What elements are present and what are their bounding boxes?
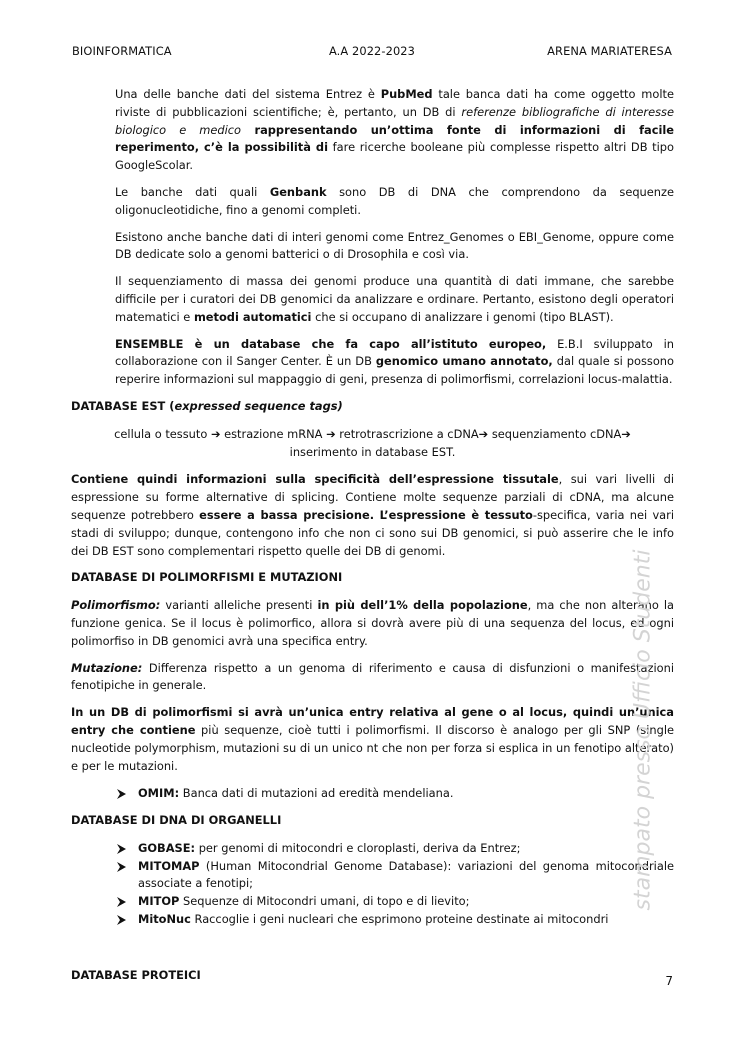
arrowhead-bullet-icon [116,858,128,876]
right-arrow-icon: ➔ [326,426,336,441]
text: più sequenze, cioè tutti i polimorfismi. Il discorso è analogo per gli SNP (single nucleotide polymorphism, mutazioni su di un unico nt che non per forza si esplica in un fenotipo alterato) e per le mutazioni. [71,722,675,773]
arrowhead-bullet-icon [116,911,128,929]
text: per genomi di mitocondri e cloroplasti, deriva da Entrez; [195,840,521,855]
text: (Human Mitocondrial Genome Database): variazioni del genoma mitocondriale associate a fenotipi; [138,858,674,891]
header-course: BIOINFORMATICA [72,44,172,58]
text: E.B.I sviluppato in collaborazione con il Sanger Center. È un DB [115,336,674,369]
text: Raccoglie i geni nucleari che esprimono proteine destinate ai mitocondri [190,912,609,927]
flow-step: estrazione mRNA [220,426,327,441]
heading-organelle-db: DATABASE DI DNA DI ORGANELLI [71,813,282,828]
est-workflow [71,426,674,462]
bold-text: In un DB di polimorfismi si avrà un’unica entry relativa al gene o al locus, quindi un’unica entry che contiene [71,705,674,737]
text: tale banca dati ha come oggetto molte riviste di pubblicazioni scientifiche; è, pertanto, un DB di [115,87,674,119]
term-mitop: MITOP [138,894,180,909]
paragraph-polymorphism-db [71,704,674,775]
arrowhead-bullet-icon [116,893,128,911]
heading-protein-db: DATABASE PROTEICI [71,967,201,982]
document-body [71,86,674,985]
bold-text: rappresentando un’ottima fonte di informazioni di facile reperimento, c’è la possibilità di [115,122,675,155]
term-polymorphism: Polimorfismo: [71,598,161,613]
arrowhead-bullet-icon [116,785,128,803]
list-item [138,858,674,894]
list-item [138,893,674,911]
header-author: ARENA MARIATERESA [547,44,672,58]
bold-text: genomico umano annotato, [375,354,553,369]
text: Le banche dati quali [115,184,270,199]
term-automatic-methods: metodi automatici [193,309,312,324]
term-genbank: Genbank [269,184,327,199]
text: dal quale si possono reperire informazioni sul mappaggio di geni, presenza di polimorfismi, correlazioni locus-malattia. [115,354,674,387]
term-mutation: Mutazione: [71,660,143,675]
right-arrow-icon: ➔ [478,426,489,441]
term-gobase: GOBASE: [138,840,196,855]
text: che si occupano di analizzare i genomi (tipo BLAST). [311,309,614,324]
list-item [138,840,674,858]
term-ensemble: ENSEMBLE è un database che fa capo all’istituto europeo, [115,336,547,351]
list-item [138,911,674,929]
paragraph-mutation [71,660,674,696]
flow-step: inserimento in database EST. [289,444,456,459]
arrowhead-bullet-icon [116,840,128,858]
term-mitomap: MITOMAP [138,858,200,873]
text: sono DB di DNA che comprendono da sequenze oligonucleotidiche, fino a genomi completi. [115,184,674,217]
text: , ma che non alterano la funzione genica. Se il locus è polimorfico, allora si dovrà avere più di una sequenza del locus, ed ogni polimorfiso in DB genomici avrà una specifica entry. [71,598,674,648]
bold-text: in più dell’1% della popolazione [317,598,528,613]
text: , sui vari livelli di espressione su forme alternative di splicing. Contiene molte sequenze parziali di cDNA, ma alcune sequenze potrebbero [71,472,674,522]
paragraph-est-content [71,471,674,560]
paragraph-sequencing [71,273,674,326]
header-academic-year: A.A 2022-2023 [328,44,415,58]
paragraph-polymorphism [71,597,674,650]
list-item [138,785,674,803]
text: -specifica, varia nei vari stadi di sviluppo; dunque, contengono info che non ci sono sui DB genomici, si può asserire che le info dei DB EST sono complementari rispetto quelle dei DB di genomi. [71,507,675,558]
term-mitonuc: MitoNuc [138,912,191,927]
flow-step: sequenziamento cDNA [488,426,622,441]
heading-database-est [71,398,674,416]
heading-text: DATABASE EST ( [71,398,175,413]
paragraph-pubmed [71,86,674,175]
paragraph-genbank [71,184,674,220]
watermark-text: stampato presso Ufficio Studenti [630,549,656,911]
heading-polymorphisms: DATABASE DI POLIMORFISMI E MUTAZIONI [71,570,343,585]
text: Il sequenziamento di massa dei genomi produce una quantità di dati immane, che sarebbe difficile per i curatori dei DB genomici da analizzare e ordinare. Pertanto, esistono degli operatori matematici e [115,274,674,324]
paragraph-ensemble [71,336,674,389]
omim-list [71,785,674,803]
text: Sequenze di Mitocondri umani, di topo e di lievito; [179,894,470,909]
page-number: 7 [665,974,673,988]
right-arrow-icon: ➔ [621,426,631,441]
heading-italic: expressed sequence tags) [174,398,343,413]
text: Esistono anche banche dati di interi genomi come Entrez_Genomes o EBI_Genome, oppure come DB dedicate solo a genomi batterici o di Drosophila e così via. [115,229,674,262]
flow-step: retrotrascrizione a cDNA [335,426,479,441]
term-pubmed: PubMed [380,87,433,101]
bold-text: essere a bassa precisione. L’espressione è tessuto [199,507,533,522]
text: varianti alleliche presenti [160,598,318,613]
organelle-db-list [71,840,674,929]
text: Banca dati di mutazioni ad eredità mendeliana. [179,786,454,801]
text: Differenza rispetto a un genoma di riferimento e causa di disfunzioni o manifestazioni fenotipiche in generale. [71,660,674,693]
emphasis: referenze bibliografiche di interesse biologico e medico [115,104,674,137]
right-arrow-icon: ➔ [210,426,221,441]
bold-text: Contiene quindi informazioni sulla specificità dell’espressione tissutale [71,472,559,487]
term-omim: OMIM: [138,786,180,801]
page-header [72,44,672,60]
flow-step: cellula o tessuto [114,426,211,441]
paragraph-genomes [71,229,674,265]
text: fare ricerche booleane più complesse rispetto altri DB tipo GoogleScolar. [115,140,674,173]
text: Una delle banche dati del sistema Entrez è [115,87,381,101]
